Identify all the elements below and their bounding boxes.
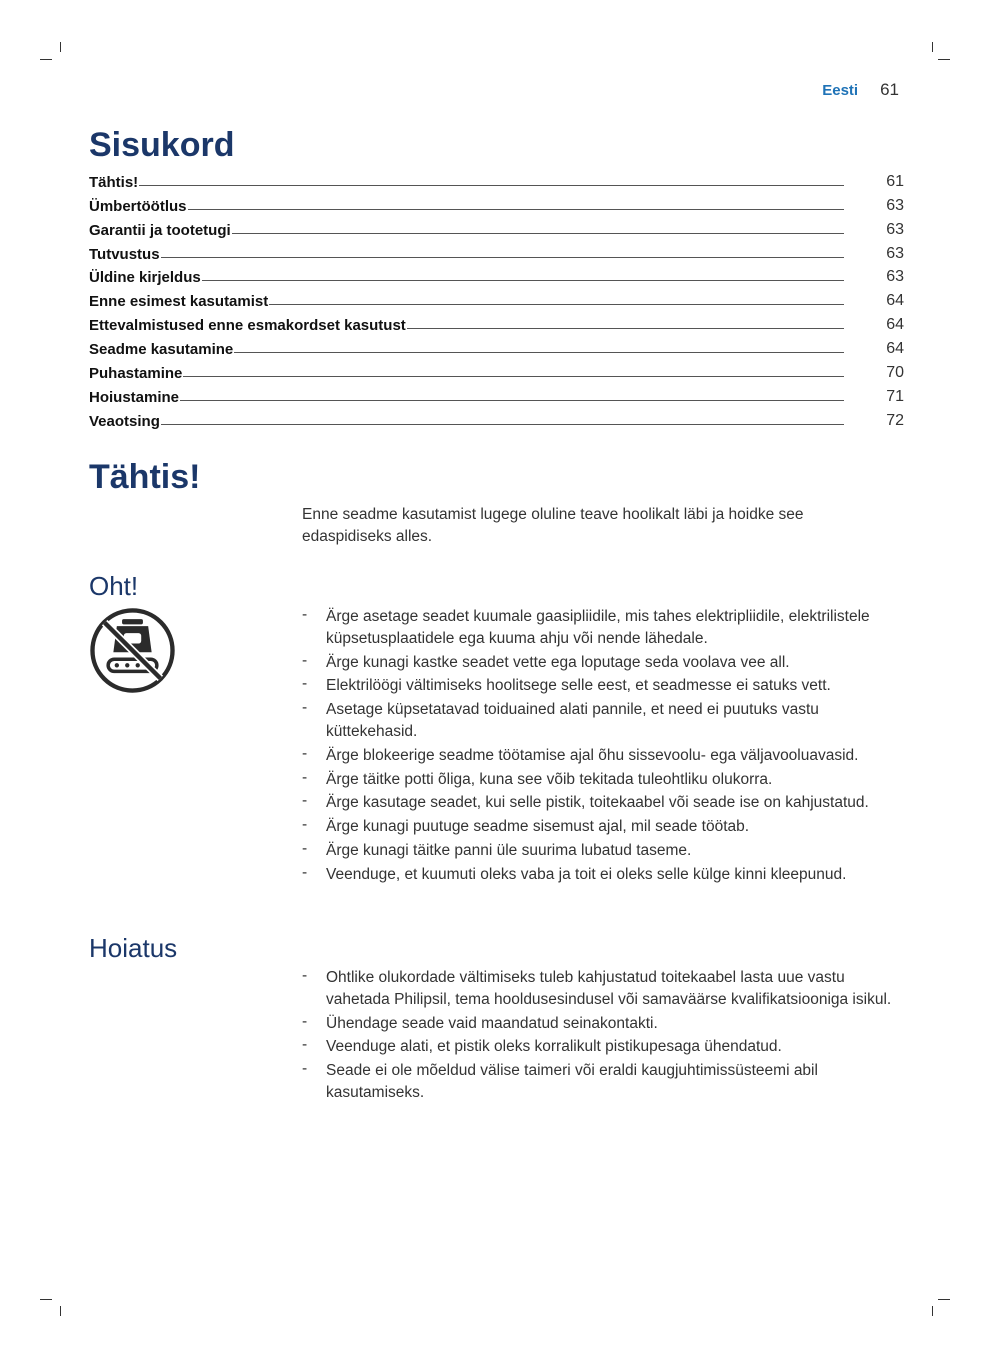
toc-entry-title: Tähtis! xyxy=(89,173,139,191)
no-water-immersion-icon xyxy=(89,607,176,694)
toc-leader xyxy=(188,209,845,210)
bullet-dash: - xyxy=(302,744,308,762)
bullet-dash: - xyxy=(302,1060,308,1078)
toc-entry-title: Garantii ja tootetugi xyxy=(89,221,231,239)
bullet-dash: - xyxy=(302,839,308,857)
toc-entry[interactable] xyxy=(89,286,904,310)
bullet-dash: - xyxy=(302,1012,308,1030)
toc-entry[interactable] xyxy=(89,215,904,239)
toc-entry-title: Seadme kasutamine xyxy=(89,341,234,359)
toc-entry-page: 63 xyxy=(886,196,904,214)
toc-entry-title: Veaotsing xyxy=(89,412,160,430)
bullet-dash: - xyxy=(302,967,308,984)
danger-item xyxy=(302,864,902,886)
toc-leader xyxy=(161,424,844,425)
danger-item xyxy=(302,840,902,862)
toc-leader xyxy=(161,257,844,258)
bullet-dash: - xyxy=(302,606,308,623)
crop-mark xyxy=(938,59,950,60)
bullet-dash: - xyxy=(302,1036,308,1054)
toc-entry[interactable] xyxy=(89,406,904,430)
toc-entry-title: Puhastamine xyxy=(89,365,183,383)
bullet-dash: - xyxy=(302,792,308,810)
warning-item xyxy=(302,1060,902,1104)
bullet-dash: - xyxy=(302,816,308,834)
bullet-dash: - xyxy=(302,675,308,693)
page-number: 61 xyxy=(880,80,899,99)
warning-item xyxy=(302,1036,902,1058)
bullet-dash: - xyxy=(302,768,308,786)
language-label: Eesti xyxy=(822,82,859,99)
toc-entry-page: 63 xyxy=(886,220,904,238)
toc-entry[interactable] xyxy=(89,334,904,358)
toc-entry-page: 63 xyxy=(886,268,904,286)
danger-item xyxy=(302,769,902,791)
toc-entry[interactable] xyxy=(89,263,904,287)
crop-mark xyxy=(40,59,52,60)
toc-entry-page: 63 xyxy=(886,244,904,262)
important-heading: Tähtis! xyxy=(89,458,201,496)
warning-item-text: Seade ei ole mõeldud välise taimeri või eraldi kaugjuhtimissüsteemi abil kasutamiseks. xyxy=(326,1062,818,1101)
danger-item xyxy=(302,792,902,814)
danger-list xyxy=(302,606,902,888)
danger-item-text: Ärge kunagi puutuge seadme sisemust ajal, mil seade töötab. xyxy=(326,818,750,836)
warning-list xyxy=(302,967,902,1106)
danger-item-text: Asetage küpsetatavad toiduained alati pannile, et need ei puutuks vastu küttekehasid. xyxy=(326,701,819,740)
danger-item xyxy=(302,699,902,743)
danger-item xyxy=(302,606,902,650)
toc-entry[interactable] xyxy=(89,167,904,191)
toc-leader xyxy=(407,328,844,329)
warning-item xyxy=(302,967,902,1011)
toc-entry-page: 64 xyxy=(886,340,904,358)
bullet-dash: - xyxy=(302,651,308,669)
crop-mark xyxy=(60,42,61,52)
danger-heading: Oht! xyxy=(89,571,139,601)
toc-entry[interactable] xyxy=(89,358,904,382)
toc-entry-title: Enne esimest kasutamist xyxy=(89,293,269,311)
danger-item-text: Ärge täitke potti õliga, kuna see võib tekitada tuleohtliku olukorra. xyxy=(326,770,773,788)
toc-entry-title: Üldine kirjeldus xyxy=(89,269,201,287)
toc-entry-page: 72 xyxy=(886,411,904,429)
toc-leader xyxy=(234,352,844,353)
danger-item xyxy=(302,652,902,674)
toc-leader xyxy=(139,185,844,186)
toc-entry[interactable] xyxy=(89,310,904,334)
warning-item-text: Ühendage seade vaid maandatud seinakontakti. xyxy=(326,1014,658,1032)
toc-leader xyxy=(232,233,844,234)
bullet-dash: - xyxy=(302,863,308,881)
toc-leader xyxy=(183,376,844,377)
crop-mark xyxy=(932,1306,933,1316)
crop-mark xyxy=(60,1306,61,1316)
toc-entry-title: Hoiustamine xyxy=(89,388,180,406)
toc-heading: Sisukord xyxy=(89,126,235,164)
toc-entry-page: 64 xyxy=(886,316,904,334)
important-intro: Enne seadme kasutamist lugege oluline teave hoolikalt läbi ja hoidke see edaspidiseks alles. xyxy=(302,506,804,545)
danger-item-text: Veenduge, et kuumuti oleks vaba ja toit ei oleks selle külge kinni kleepunud. xyxy=(326,865,847,883)
toc-leader xyxy=(202,280,844,281)
toc-leader xyxy=(269,304,844,305)
danger-item xyxy=(302,816,902,838)
danger-item xyxy=(302,675,902,697)
toc-leader xyxy=(180,400,844,401)
crop-mark xyxy=(40,1299,52,1300)
toc-entry-title: Ümbertöötlus xyxy=(89,197,187,215)
warning-item-text: Ohtlike olukordade vältimiseks tuleb kahjustatud toitekaabel lasta uue vastu vahetada Philipsil, tema hooldusesindusel või samaväärse kvalifikatsiooniga isikul. xyxy=(326,969,892,1008)
bullet-dash: - xyxy=(302,699,308,717)
toc-entry-page: 61 xyxy=(886,172,904,190)
toc-entry[interactable] xyxy=(89,382,904,406)
crop-mark xyxy=(938,1299,950,1300)
danger-item-text: Ärge kunagi täitke panni üle suurima lubatud taseme. xyxy=(326,841,692,859)
table-of-contents xyxy=(89,167,904,430)
danger-item xyxy=(302,745,902,767)
danger-item-text: Ärge kasutage seadet, kui selle pistik, toitekaabel või seade ise on kahjustatud. xyxy=(326,794,869,812)
warning-item xyxy=(302,1013,902,1035)
warning-heading: Hoiatus xyxy=(89,933,178,963)
danger-item-text: Ärge asetage seadet kuumale gaasipliidile, mis tahes elektripliidile, elektrilistele küpsetusplaatidele ega kuuma ahju või nende lähedale. xyxy=(326,608,870,647)
toc-entry-page: 64 xyxy=(886,292,904,310)
danger-item-text: Ärge blokeerige seadme töötamise ajal õhu sissevoolu- ega väljavooluavasid. xyxy=(326,746,859,764)
crop-mark xyxy=(932,42,933,52)
toc-entry[interactable] xyxy=(89,191,904,215)
toc-entry[interactable] xyxy=(89,239,904,263)
danger-item-text: Elektrilöögi vältimiseks hoolitsege selle eest, et seadmesse ei satuks vett. xyxy=(326,677,831,695)
toc-entry-title: Ettevalmistused enne esmakordset kasutust xyxy=(89,317,406,335)
toc-entry-page: 71 xyxy=(886,387,904,405)
warning-item-text: Veenduge alati, et pistik oleks korralikult pistikupesaga ühendatud. xyxy=(326,1038,782,1056)
danger-item-text: Ärge kunagi kastke seadet vette ega loputage seda voolava vee all. xyxy=(326,653,790,671)
page-header xyxy=(822,80,899,100)
toc-entry-page: 70 xyxy=(886,364,904,382)
toc-entry-title: Tutvustus xyxy=(89,245,160,263)
